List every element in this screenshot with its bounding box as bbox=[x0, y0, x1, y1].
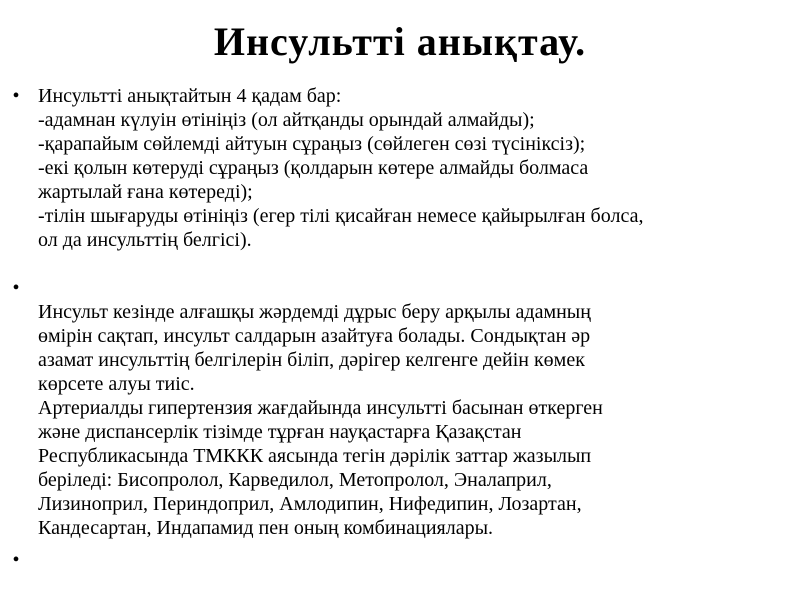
text-line: -тілін шығаруды өтініңіз (егер тілі қисайған немесе қайырылған болса, bbox=[38, 205, 644, 227]
paragraph-gap bbox=[38, 276, 798, 300]
text-line: өмірін сақтап, инсульт салдарын азайтуға болады. Сондықтан әр bbox=[38, 325, 591, 347]
text-line bbox=[38, 548, 798, 572]
text-line: -қарапайым сөйлемді айтуын сұраңыз (сөйлеген сөзі түсініксіз); bbox=[38, 133, 586, 155]
text-line: Республикасында ТМККК аясында тегін дәрілік заттар жазылып bbox=[38, 445, 592, 467]
text-line: жартылай ғана көтереді); bbox=[38, 181, 253, 203]
bullet-item-first-aid bbox=[8, 276, 798, 540]
bullet-item-empty bbox=[8, 548, 798, 572]
text-line: -екі қолын көтеруді сұраңыз (қолдарын көтере алмайды болмаса bbox=[38, 157, 589, 179]
text-line: және диспансерлік тізімде тұрған науқастарға Қазақстан bbox=[38, 421, 522, 443]
paragraph-gap bbox=[8, 252, 798, 276]
text-line: Лизиноприл, Периндоприл, Амлодипин, Нифедипин, Лозартан, bbox=[38, 493, 582, 515]
paragraph-gap bbox=[8, 540, 798, 548]
slide-content bbox=[8, 84, 798, 572]
text-line: беріледі: Бисопролол, Карведилол, Метопролол, Эналаприл, bbox=[38, 469, 552, 491]
bullet-item-steps bbox=[8, 84, 798, 252]
text-line: көрсете алуы тиіс. bbox=[38, 373, 195, 395]
slide-title: Инсультті анықтау. bbox=[213, 19, 587, 64]
text-line: азамат инсульттің белгілерін біліп, дәрігер келгенге дейін көмек bbox=[38, 349, 585, 371]
text-line: Артериалды гипертензия жағдайында инсультті басынан өткерген bbox=[38, 397, 603, 419]
text-line: Инсульт кезінде алғашқы жәрдемді дұрыс беру арқылы адамның bbox=[38, 301, 591, 323]
bullet-icon: • bbox=[12, 549, 20, 571]
bullet-icon: • bbox=[12, 85, 20, 107]
text-line: Кандесартан, Индапамид пен оның комбинациялары. bbox=[38, 517, 494, 539]
text-line: Инсультті анықтайтын 4 қадам бар: bbox=[38, 85, 342, 107]
text-line: ол да инсульттің белгісі). bbox=[38, 229, 252, 251]
bullet-icon: • bbox=[12, 277, 20, 299]
text-line: -адамнан күлуін өтініңіз (ол айтқанды орындай алмайды); bbox=[38, 109, 535, 131]
